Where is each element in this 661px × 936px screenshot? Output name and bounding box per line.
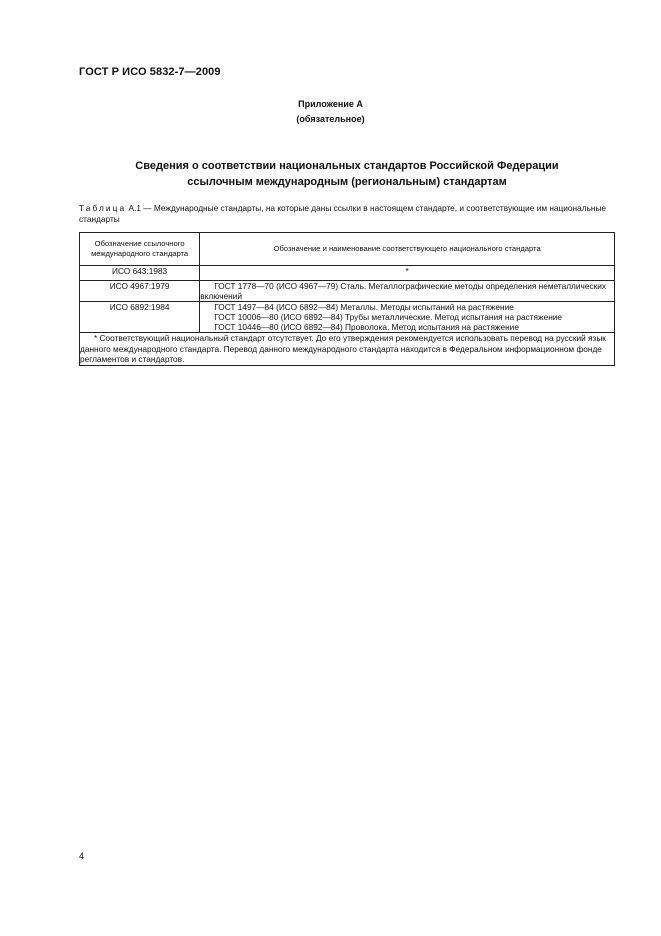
international-standard-cell: ИСО 4967:1979 bbox=[80, 281, 200, 302]
international-standard-cell: ИСО 643:1983 bbox=[80, 266, 200, 281]
national-standard-entry: ГОСТ 10446—80 (ИСО 6892—84) Проволока. Метод испытания на растяжение bbox=[214, 322, 519, 332]
table-caption-label: Таблица bbox=[79, 203, 127, 213]
table-row bbox=[80, 302, 615, 333]
annex-title-line-2: ссылочным международным (региональным) стандартам bbox=[187, 176, 507, 188]
annex-heading bbox=[0, 97, 661, 127]
table-caption bbox=[79, 203, 616, 225]
table-row bbox=[80, 281, 615, 302]
table-footnote-row bbox=[80, 333, 615, 366]
annex-title bbox=[79, 158, 615, 190]
international-standard-cell: ИСО 6892:1984 bbox=[80, 302, 200, 333]
annex-label: Приложение А bbox=[298, 99, 363, 109]
table-footnote bbox=[80, 333, 615, 366]
header-national-standard: Обозначение и наименование соответствующего национального стандарта bbox=[200, 233, 615, 266]
footnote-text: * Соответствующий национальный стандарт отсутствует. До его утверждения рекомендуется использовать перевод на русский язык данного международного стандарта. Перевод данного международного стандарта находится в Федеральном информационном фонде регламентов и стандартов. bbox=[80, 333, 606, 364]
standards-correspondence-table bbox=[79, 232, 615, 366]
page-number: 4 bbox=[79, 851, 85, 861]
national-standard-cell bbox=[200, 281, 615, 302]
header-international-standard: Обозначение ссылочного международного стандарта bbox=[80, 233, 200, 266]
national-standard-entry: ГОСТ 1497—84 (ИСО 6892—84) Металлы. Методы испытаний на растяжение bbox=[214, 302, 514, 312]
national-standard-entry: ГОСТ 1778—70 (ИСО 4967—79) Сталь. Металлографические методы определения неметаллических включений bbox=[200, 281, 607, 301]
table-row bbox=[80, 266, 615, 281]
document-designation: ГОСТ Р ИСО 5832-7—2009 bbox=[79, 66, 221, 78]
annex-status: (обязательное) bbox=[296, 114, 365, 124]
annex-title-line-1: Сведения о соответствии национальных стандартов Российской Федерации bbox=[135, 160, 559, 172]
national-standard-cell bbox=[200, 302, 615, 333]
table-caption-text: А.1 — Международные стандарты, на которые даны ссылки в настоящем стандарте, и соответствующие им национальные стандарты bbox=[79, 203, 607, 224]
table-header-row bbox=[80, 233, 615, 266]
national-standard-cell: * bbox=[200, 266, 615, 281]
national-standard-entry: ГОСТ 10006—80 (ИСО 6892—84) Трубы металлические. Метод испытания на растяжение bbox=[214, 312, 563, 322]
